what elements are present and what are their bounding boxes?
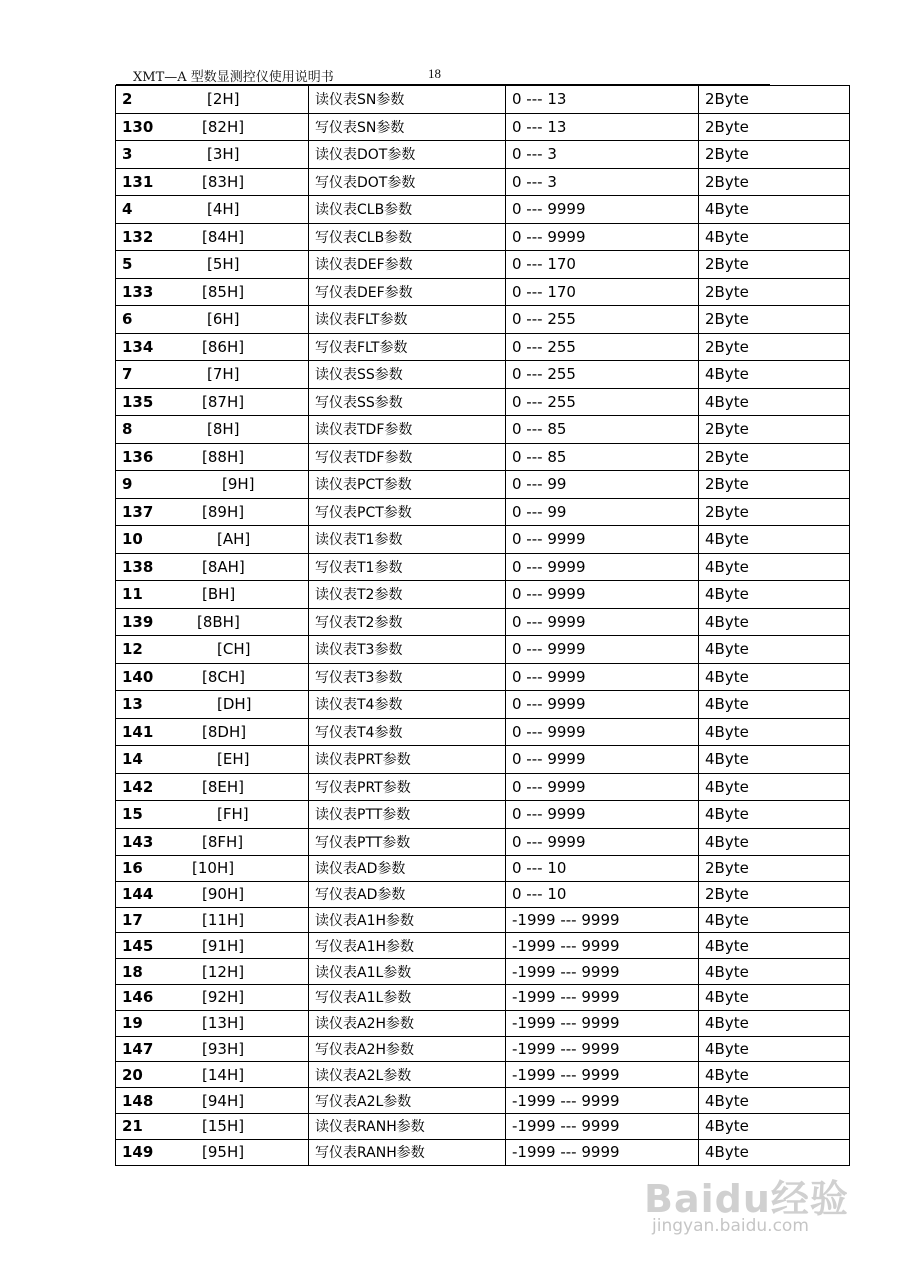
register-hex: [FH] bbox=[217, 805, 249, 824]
parameter-name-cell: 写仪表T4参数 bbox=[309, 718, 506, 746]
register-hex: [CH] bbox=[217, 640, 251, 659]
value-range-cell: 0 --- 99 bbox=[506, 471, 699, 499]
value-range-cell: -1999 --- 9999 bbox=[506, 1036, 699, 1062]
value-range-cell: 0 --- 9999 bbox=[506, 746, 699, 774]
register-hex: [EH] bbox=[217, 750, 250, 769]
register-table bbox=[115, 85, 850, 1166]
register-decimal: 140 bbox=[122, 667, 154, 686]
table-row bbox=[116, 1010, 850, 1036]
table-row bbox=[116, 1139, 850, 1165]
register-decimal: 7 bbox=[122, 365, 133, 384]
value-range-cell: 0 --- 255 bbox=[506, 361, 699, 389]
byte-size-cell: 2Byte bbox=[699, 416, 850, 444]
table-row bbox=[116, 1036, 850, 1062]
register-code-cell bbox=[116, 1113, 309, 1139]
value-range-cell: 0 --- 99 bbox=[506, 498, 699, 526]
table-row bbox=[116, 141, 850, 169]
register-code-cell bbox=[116, 1010, 309, 1036]
parameter-name-cell: 读仪表PRT参数 bbox=[309, 746, 506, 774]
register-code-cell bbox=[116, 553, 309, 581]
register-code-cell bbox=[116, 251, 309, 279]
register-decimal: 133 bbox=[122, 282, 154, 301]
table-row bbox=[116, 333, 850, 361]
register-decimal: 3 bbox=[122, 145, 133, 164]
value-range-cell: 0 --- 9999 bbox=[506, 801, 699, 829]
byte-size-cell: 4Byte bbox=[699, 907, 850, 933]
byte-size-cell: 2Byte bbox=[699, 278, 850, 306]
register-code-cell bbox=[116, 388, 309, 416]
value-range-cell: 0 --- 9999 bbox=[506, 223, 699, 251]
register-hex: [83H] bbox=[202, 172, 245, 191]
register-decimal: 135 bbox=[122, 392, 154, 411]
register-decimal: 145 bbox=[122, 936, 154, 955]
register-decimal: 132 bbox=[122, 227, 154, 246]
table-row bbox=[116, 773, 850, 801]
register-code-cell bbox=[116, 718, 309, 746]
register-code-cell bbox=[116, 608, 309, 636]
value-range-cell: 0 --- 9999 bbox=[506, 828, 699, 856]
byte-size-cell: 2Byte bbox=[699, 471, 850, 499]
register-hex: [5H] bbox=[207, 255, 240, 274]
table-row bbox=[116, 86, 850, 114]
parameter-name-cell: 写仪表AD参数 bbox=[309, 881, 506, 907]
byte-size-cell: 4Byte bbox=[699, 828, 850, 856]
byte-size-cell: 4Byte bbox=[699, 553, 850, 581]
parameter-name-cell: 读仪表DOT参数 bbox=[309, 141, 506, 169]
register-code-cell bbox=[116, 691, 309, 719]
register-code-cell bbox=[116, 881, 309, 907]
register-decimal: 18 bbox=[122, 962, 143, 981]
parameter-name-cell: 写仪表T3参数 bbox=[309, 663, 506, 691]
parameter-name-cell: 写仪表A2L参数 bbox=[309, 1088, 506, 1114]
register-hex: [10H] bbox=[192, 859, 235, 878]
register-decimal: 149 bbox=[122, 1143, 154, 1162]
register-hex: [4H] bbox=[207, 200, 240, 219]
register-hex: [9H] bbox=[222, 475, 255, 494]
register-hex: [86H] bbox=[202, 337, 245, 356]
parameter-name-cell: 写仪表A2H参数 bbox=[309, 1036, 506, 1062]
register-decimal: 146 bbox=[122, 988, 154, 1007]
byte-size-cell: 4Byte bbox=[699, 388, 850, 416]
register-decimal: 19 bbox=[122, 1014, 143, 1033]
register-decimal: 11 bbox=[122, 585, 143, 604]
register-hex: [89H] bbox=[202, 502, 245, 521]
parameter-name-cell: 写仪表FLT参数 bbox=[309, 333, 506, 361]
table-row bbox=[116, 691, 850, 719]
byte-size-cell: 4Byte bbox=[699, 801, 850, 829]
register-code-cell bbox=[116, 526, 309, 554]
register-hex: [92H] bbox=[202, 988, 245, 1007]
value-range-cell: 0 --- 9999 bbox=[506, 636, 699, 664]
value-range-cell: 0 --- 13 bbox=[506, 86, 699, 114]
register-decimal: 21 bbox=[122, 1117, 143, 1136]
byte-size-cell: 4Byte bbox=[699, 1088, 850, 1114]
byte-size-cell: 4Byte bbox=[699, 1113, 850, 1139]
register-decimal: 142 bbox=[122, 777, 154, 796]
table-row bbox=[116, 553, 850, 581]
register-decimal: 147 bbox=[122, 1039, 154, 1058]
parameter-name-cell: 读仪表AD参数 bbox=[309, 856, 506, 882]
register-hex: [84H] bbox=[202, 227, 245, 246]
byte-size-cell: 2Byte bbox=[699, 333, 850, 361]
parameter-name-cell: 写仪表PCT参数 bbox=[309, 498, 506, 526]
value-range-cell: 0 --- 9999 bbox=[506, 526, 699, 554]
register-hex: [8DH] bbox=[202, 722, 247, 741]
register-hex: [3H] bbox=[207, 145, 240, 164]
register-hex: [8AH] bbox=[202, 557, 245, 576]
register-decimal: 14 bbox=[122, 750, 143, 769]
register-hex: [AH] bbox=[217, 530, 251, 549]
value-range-cell: 0 --- 255 bbox=[506, 306, 699, 334]
register-decimal: 20 bbox=[122, 1065, 143, 1084]
register-code-cell bbox=[116, 86, 309, 114]
value-range-cell: -1999 --- 9999 bbox=[506, 907, 699, 933]
value-range-cell: 0 --- 9999 bbox=[506, 718, 699, 746]
register-hex: [94H] bbox=[202, 1091, 245, 1110]
register-code-cell bbox=[116, 828, 309, 856]
parameter-name-cell: 读仪表RANH参数 bbox=[309, 1113, 506, 1139]
register-hex: [87H] bbox=[202, 392, 245, 411]
table-row bbox=[116, 1062, 850, 1088]
register-hex: [7H] bbox=[207, 365, 240, 384]
value-range-cell: -1999 --- 9999 bbox=[506, 959, 699, 985]
table-row bbox=[116, 361, 850, 389]
page-header-title: XMT—A 型数显测控仪使用说明书 bbox=[133, 70, 334, 85]
value-range-cell: 0 --- 10 bbox=[506, 881, 699, 907]
value-range-cell: 0 --- 13 bbox=[506, 113, 699, 141]
byte-size-cell: 2Byte bbox=[699, 86, 850, 114]
parameter-name-cell: 读仪表A2H参数 bbox=[309, 1010, 506, 1036]
value-range-cell: 0 --- 3 bbox=[506, 168, 699, 196]
register-decimal: 136 bbox=[122, 447, 154, 466]
register-hex: [90H] bbox=[202, 885, 245, 904]
register-code-cell bbox=[116, 416, 309, 444]
byte-size-cell: 4Byte bbox=[699, 691, 850, 719]
value-range-cell: -1999 --- 9999 bbox=[506, 933, 699, 959]
parameter-name-cell: 写仪表RANH参数 bbox=[309, 1139, 506, 1165]
table-row bbox=[116, 196, 850, 224]
register-hex: [8CH] bbox=[202, 667, 246, 686]
register-code-cell bbox=[116, 141, 309, 169]
byte-size-cell: 4Byte bbox=[699, 361, 850, 389]
register-code-cell bbox=[116, 278, 309, 306]
table-row bbox=[116, 471, 850, 499]
register-code-cell bbox=[116, 636, 309, 664]
register-hex: [88H] bbox=[202, 447, 245, 466]
table-row bbox=[116, 746, 850, 774]
register-code-cell bbox=[116, 498, 309, 526]
register-code-cell bbox=[116, 1036, 309, 1062]
register-hex: [85H] bbox=[202, 282, 245, 301]
parameter-name-cell: 读仪表SS参数 bbox=[309, 361, 506, 389]
register-hex: [11H] bbox=[202, 910, 245, 929]
baidu-watermark bbox=[644, 1168, 854, 1248]
register-table-body bbox=[116, 86, 850, 1166]
register-code-cell bbox=[116, 471, 309, 499]
parameter-name-cell: 写仪表TDF参数 bbox=[309, 443, 506, 471]
byte-size-cell: 2Byte bbox=[699, 498, 850, 526]
register-decimal: 2 bbox=[122, 90, 133, 109]
byte-size-cell: 4Byte bbox=[699, 1036, 850, 1062]
table-row bbox=[116, 306, 850, 334]
register-decimal: 4 bbox=[122, 200, 133, 219]
parameter-name-cell: 读仪表A1L参数 bbox=[309, 959, 506, 985]
parameter-name-cell: 写仪表DEF参数 bbox=[309, 278, 506, 306]
parameter-name-cell: 读仪表T4参数 bbox=[309, 691, 506, 719]
parameter-name-cell: 读仪表PTT参数 bbox=[309, 801, 506, 829]
register-decimal: 5 bbox=[122, 255, 133, 274]
register-hex: [BH] bbox=[202, 585, 236, 604]
register-decimal: 17 bbox=[122, 910, 143, 929]
value-range-cell: 0 --- 9999 bbox=[506, 691, 699, 719]
register-decimal: 143 bbox=[122, 832, 154, 851]
value-range-cell: 0 --- 9999 bbox=[506, 663, 699, 691]
byte-size-cell: 4Byte bbox=[699, 773, 850, 801]
register-hex: [82H] bbox=[202, 117, 245, 136]
parameter-name-cell: 写仪表PRT参数 bbox=[309, 773, 506, 801]
table-row bbox=[116, 663, 850, 691]
value-range-cell: -1999 --- 9999 bbox=[506, 1139, 699, 1165]
parameter-name-cell: 读仪表CLB参数 bbox=[309, 196, 506, 224]
parameter-name-cell: 写仪表A1L参数 bbox=[309, 984, 506, 1010]
value-range-cell: 0 --- 170 bbox=[506, 251, 699, 279]
parameter-name-cell: 读仪表TDF参数 bbox=[309, 416, 506, 444]
register-decimal: 141 bbox=[122, 722, 154, 741]
byte-size-cell: 4Byte bbox=[699, 608, 850, 636]
value-range-cell: -1999 --- 9999 bbox=[506, 1010, 699, 1036]
register-decimal: 137 bbox=[122, 502, 154, 521]
register-code-cell bbox=[116, 1062, 309, 1088]
parameter-name-cell: 写仪表T1参数 bbox=[309, 553, 506, 581]
value-range-cell: 0 --- 9999 bbox=[506, 581, 699, 609]
register-decimal: 131 bbox=[122, 172, 154, 191]
table-row bbox=[116, 801, 850, 829]
value-range-cell: 0 --- 9999 bbox=[506, 608, 699, 636]
parameter-name-cell: 读仪表A2L参数 bbox=[309, 1062, 506, 1088]
register-decimal: 148 bbox=[122, 1091, 154, 1110]
byte-size-cell: 4Byte bbox=[699, 526, 850, 554]
register-code-cell bbox=[116, 773, 309, 801]
register-decimal: 10 bbox=[122, 530, 143, 549]
register-code-cell bbox=[116, 984, 309, 1010]
watermark-url: jingyan.baidu.com bbox=[652, 1216, 809, 1236]
register-code-cell bbox=[116, 1088, 309, 1114]
register-decimal: 6 bbox=[122, 310, 133, 329]
register-hex: [93H] bbox=[202, 1039, 245, 1058]
value-range-cell: 0 --- 9999 bbox=[506, 773, 699, 801]
register-hex: [8FH] bbox=[202, 832, 244, 851]
table-row bbox=[116, 388, 850, 416]
value-range-cell: -1999 --- 9999 bbox=[506, 1062, 699, 1088]
parameter-name-cell: 读仪表PCT参数 bbox=[309, 471, 506, 499]
table-row bbox=[116, 856, 850, 882]
register-code-cell bbox=[116, 663, 309, 691]
parameter-name-cell: 写仪表SS参数 bbox=[309, 388, 506, 416]
byte-size-cell: 4Byte bbox=[699, 196, 850, 224]
byte-size-cell: 2Byte bbox=[699, 141, 850, 169]
register-code-cell bbox=[116, 361, 309, 389]
table-row bbox=[116, 278, 850, 306]
register-hex: [6H] bbox=[207, 310, 240, 329]
table-row bbox=[116, 581, 850, 609]
value-range-cell: 0 --- 3 bbox=[506, 141, 699, 169]
register-code-cell bbox=[116, 1139, 309, 1165]
register-decimal: 134 bbox=[122, 337, 154, 356]
byte-size-cell: 4Byte bbox=[699, 223, 850, 251]
register-code-cell bbox=[116, 196, 309, 224]
register-code-cell bbox=[116, 113, 309, 141]
register-decimal: 8 bbox=[122, 420, 133, 439]
table-row bbox=[116, 416, 850, 444]
register-decimal: 130 bbox=[122, 117, 154, 136]
parameter-name-cell: 读仪表SN参数 bbox=[309, 86, 506, 114]
byte-size-cell: 4Byte bbox=[699, 581, 850, 609]
register-decimal: 13 bbox=[122, 695, 143, 714]
register-decimal: 144 bbox=[122, 885, 154, 904]
parameter-name-cell: 读仪表DEF参数 bbox=[309, 251, 506, 279]
byte-size-cell: 2Byte bbox=[699, 856, 850, 882]
table-row bbox=[116, 828, 850, 856]
value-range-cell: 0 --- 255 bbox=[506, 388, 699, 416]
register-hex: [95H] bbox=[202, 1143, 245, 1162]
register-code-cell bbox=[116, 223, 309, 251]
byte-size-cell: 4Byte bbox=[699, 933, 850, 959]
parameter-name-cell: 写仪表SN参数 bbox=[309, 113, 506, 141]
register-decimal: 138 bbox=[122, 557, 154, 576]
byte-size-cell: 2Byte bbox=[699, 251, 850, 279]
byte-size-cell: 4Byte bbox=[699, 746, 850, 774]
register-decimal: 9 bbox=[122, 475, 133, 494]
value-range-cell: 0 --- 85 bbox=[506, 416, 699, 444]
register-hex: [15H] bbox=[202, 1117, 245, 1136]
byte-size-cell: 2Byte bbox=[699, 881, 850, 907]
register-hex: [91H] bbox=[202, 936, 245, 955]
watermark-brand-logo: Baidu经验 bbox=[644, 1177, 849, 1221]
table-row bbox=[116, 959, 850, 985]
byte-size-cell: 4Byte bbox=[699, 718, 850, 746]
register-hex: [13H] bbox=[202, 1014, 245, 1033]
value-range-cell: -1999 --- 9999 bbox=[506, 984, 699, 1010]
parameter-name-cell: 写仪表PTT参数 bbox=[309, 828, 506, 856]
parameter-name-cell: 写仪表DOT参数 bbox=[309, 168, 506, 196]
table-row bbox=[116, 608, 850, 636]
table-row bbox=[116, 443, 850, 471]
register-code-cell bbox=[116, 306, 309, 334]
register-code-cell bbox=[116, 443, 309, 471]
register-code-cell bbox=[116, 856, 309, 882]
table-row bbox=[116, 1088, 850, 1114]
register-code-cell bbox=[116, 907, 309, 933]
register-decimal: 12 bbox=[122, 640, 143, 659]
byte-size-cell: 4Byte bbox=[699, 1139, 850, 1165]
value-range-cell: 0 --- 170 bbox=[506, 278, 699, 306]
table-row bbox=[116, 113, 850, 141]
table-row bbox=[116, 881, 850, 907]
register-code-cell bbox=[116, 581, 309, 609]
byte-size-cell: 4Byte bbox=[699, 663, 850, 691]
value-range-cell: 0 --- 9999 bbox=[506, 553, 699, 581]
table-row bbox=[116, 1113, 850, 1139]
register-code-cell bbox=[116, 933, 309, 959]
value-range-cell: -1999 --- 9999 bbox=[506, 1088, 699, 1114]
register-hex: [14H] bbox=[202, 1065, 245, 1084]
byte-size-cell: 2Byte bbox=[699, 306, 850, 334]
table-row bbox=[116, 526, 850, 554]
register-hex: [8H] bbox=[207, 420, 240, 439]
parameter-name-cell: 写仪表T2参数 bbox=[309, 608, 506, 636]
table-row bbox=[116, 498, 850, 526]
parameter-name-cell: 读仪表T1参数 bbox=[309, 526, 506, 554]
register-hex: [8BH] bbox=[197, 612, 240, 631]
register-decimal: 139 bbox=[122, 612, 154, 631]
table-row bbox=[116, 168, 850, 196]
register-decimal: 16 bbox=[122, 859, 143, 878]
parameter-name-cell: 写仪表CLB参数 bbox=[309, 223, 506, 251]
byte-size-cell: 2Byte bbox=[699, 168, 850, 196]
register-code-cell bbox=[116, 959, 309, 985]
register-code-cell bbox=[116, 333, 309, 361]
byte-size-cell: 4Byte bbox=[699, 984, 850, 1010]
value-range-cell: 0 --- 10 bbox=[506, 856, 699, 882]
value-range-cell: 0 --- 9999 bbox=[506, 196, 699, 224]
table-row bbox=[116, 636, 850, 664]
parameter-name-cell: 读仪表T2参数 bbox=[309, 581, 506, 609]
page-number: 18 bbox=[428, 66, 441, 81]
table-row bbox=[116, 251, 850, 279]
byte-size-cell: 2Byte bbox=[699, 113, 850, 141]
table-row bbox=[116, 933, 850, 959]
value-range-cell: -1999 --- 9999 bbox=[506, 1113, 699, 1139]
byte-size-cell: 4Byte bbox=[699, 1062, 850, 1088]
register-hex: [DH] bbox=[217, 695, 252, 714]
parameter-name-cell: 写仪表A1H参数 bbox=[309, 933, 506, 959]
table-row bbox=[116, 718, 850, 746]
register-hex: [2H] bbox=[207, 90, 240, 109]
table-row bbox=[116, 223, 850, 251]
byte-size-cell: 4Byte bbox=[699, 636, 850, 664]
table-row bbox=[116, 984, 850, 1010]
register-hex: [12H] bbox=[202, 962, 245, 981]
byte-size-cell: 4Byte bbox=[699, 1010, 850, 1036]
table-row bbox=[116, 907, 850, 933]
value-range-cell: 0 --- 85 bbox=[506, 443, 699, 471]
value-range-cell: 0 --- 255 bbox=[506, 333, 699, 361]
register-code-cell bbox=[116, 168, 309, 196]
byte-size-cell: 4Byte bbox=[699, 959, 850, 985]
register-decimal: 15 bbox=[122, 805, 143, 824]
register-hex: [8EH] bbox=[202, 777, 245, 796]
parameter-name-cell: 读仪表A1H参数 bbox=[309, 907, 506, 933]
register-code-cell bbox=[116, 801, 309, 829]
byte-size-cell: 2Byte bbox=[699, 443, 850, 471]
register-code-cell bbox=[116, 746, 309, 774]
parameter-name-cell: 读仪表T3参数 bbox=[309, 636, 506, 664]
parameter-name-cell: 读仪表FLT参数 bbox=[309, 306, 506, 334]
